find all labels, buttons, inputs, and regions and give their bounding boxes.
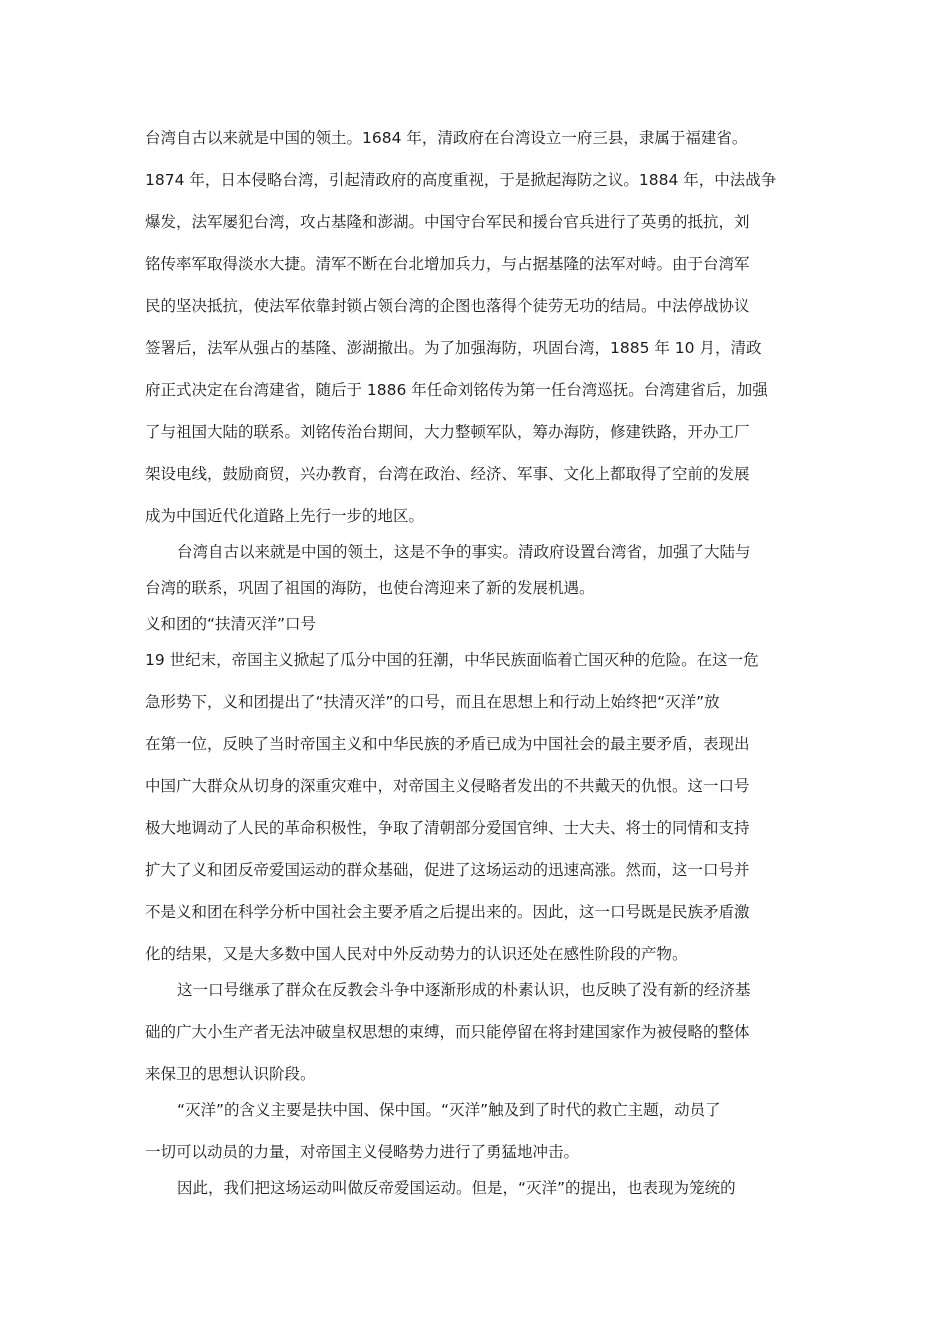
paragraph-first-line: 这一口号继承了群众在反教会斗争中逐渐形成的朴素认识，也反映了没有新的经济基 <box>177 981 751 999</box>
text-line: 民的坚决抵抗，使法军依靠封锁占领台湾的企图也落得个徒劳无功的结局。中法停战协议 <box>145 297 750 315</box>
paragraph-first-line: “灭洋”的含义主要是扶中国、保中国。“灭洋”触及到了时代的救亡主题，动员了 <box>177 1101 721 1119</box>
text-line: 极大地调动了人民的革命积极性，争取了清朝部分爱国官绅、士大夫、将士的同情和支持 <box>145 819 750 837</box>
text-line: 了与祖国大陆的联系。刘铭传治台期间，大力整顿军队，筹办海防，修建铁路，开办工厂 <box>145 423 750 441</box>
text-line: 中国广大群众从切身的深重灾难中，对帝国主义侵略者发出的不共戴天的仇恨。这一口号 <box>145 777 750 795</box>
text-line: 在第一位，反映了当时帝国主义和中华民族的矛盾已成为中国社会的最主要矛盾，表现出 <box>145 735 750 753</box>
text-line: 台湾自古以来就是中国的领土。1684 年，清政府在台湾设立一府三县，隶属于福建省。 <box>145 129 748 147</box>
text-line: 1874 年，日本侵略台湾，引起清政府的高度重视，于是掀起海防之议。1884 年，中法战争 <box>145 171 777 189</box>
paragraph-first-line: 因此，我们把这场运动叫做反帝爱国运动。但是，“灭洋”的提出，也表现为笼统的 <box>177 1179 736 1197</box>
text-line: 扩大了义和团反帝爱国运动的群众基础，促进了这场运动的迅速高涨。然而，这一口号并 <box>145 861 750 879</box>
text-line: 化的结果，又是大多数中国人民对中外反动势力的认识还处在感性阶段的产物。 <box>145 945 688 963</box>
text-line: 签署后，法军从强占的基隆、澎湖撤出。为了加强海防，巩固台湾，1885 年 10 月，清政 <box>145 339 762 357</box>
text-line: 础的广大小生产者无法冲破皇权思想的束缚，而只能停留在将封建国家作为被侵略的整体 <box>145 1023 750 1041</box>
text-line: 19 世纪末，帝国主义掀起了瓜分中国的狂潮，中华民族面临着亡国灭种的危险。在这一危 <box>145 651 759 669</box>
text-line: 来保卫的思想认识阶段。 <box>145 1065 316 1083</box>
text-line: 不是义和团在科学分析中国社会主要矛盾之后提出来的。因此，这一口号既是民族矛盾激 <box>145 903 750 921</box>
text-line: 一切可以动员的力量，对帝国主义侵略势力进行了勇猛地冲击。 <box>145 1143 580 1161</box>
text-line: 急形势下，义和团提出了“扶清灭洋”的口号，而且在思想上和行动上始终把“灭洋”放 <box>145 693 720 711</box>
section-heading: 义和团的“扶清灭洋”口号 <box>145 615 317 633</box>
text-line: 府正式决定在台湾建省，随后于 1886 年任命刘铭传为第一任台湾巡抚。台湾建省后，加强 <box>145 381 768 399</box>
text-line: 成为中国近代化道路上先行一步的地区。 <box>145 507 425 525</box>
paragraph-first-line: 台湾自古以来就是中国的领土，这是不争的事实。清政府设置台湾省，加强了大陆与 <box>177 543 751 561</box>
text-line: 台湾的联系，巩固了祖国的海防，也使台湾迎来了新的发展机遇。 <box>145 579 595 597</box>
text-line: 铭传率军取得淡水大捷。清军不断在台北增加兵力，与占据基隆的法军对峙。由于台湾军 <box>145 255 750 273</box>
text-line: 爆发，法军屡犯台湾，攻占基隆和澎湖。中国守台军民和援台官兵进行了英勇的抵抗，刘 <box>145 213 750 231</box>
text-line: 架设电线，鼓励商贸，兴办教育，台湾在政治、经济、军事、文化上都取得了空前的发展 <box>145 465 750 483</box>
